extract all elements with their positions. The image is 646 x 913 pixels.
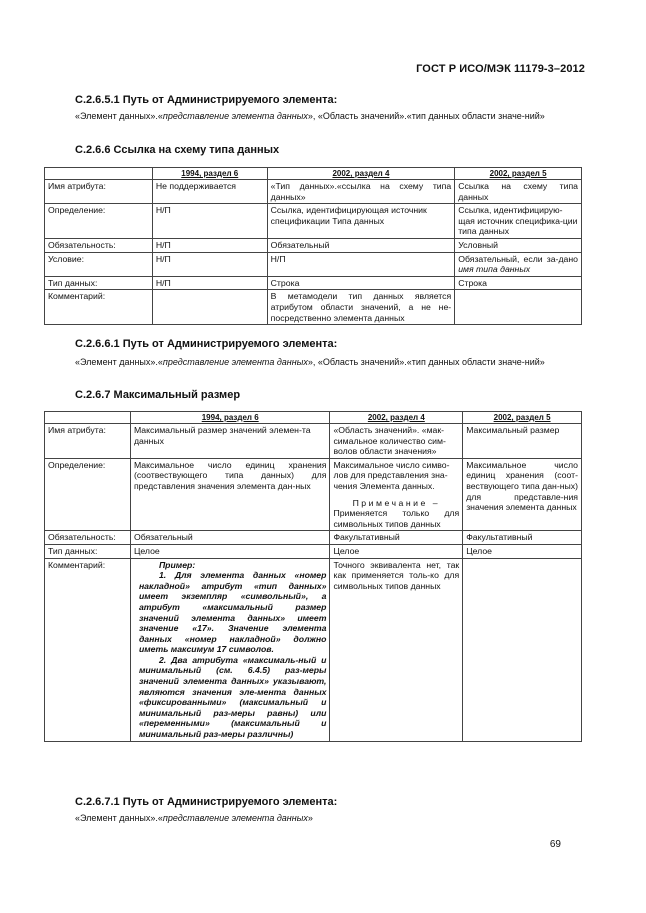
row-label: Определение: bbox=[45, 204, 153, 239]
table-cell: Ссылка, идентифицирую-щая источник специфика-ции типа данных bbox=[455, 204, 582, 239]
note-text: Применяется только для символьных типов данных bbox=[333, 508, 460, 529]
table-row bbox=[45, 424, 582, 459]
table-cell: В метамодели тип данных является атрибутом области значений, а не не-посредственно элемента данных bbox=[267, 290, 455, 325]
table-cell: Целое bbox=[463, 544, 582, 558]
table-cell: Ссылка на схему типа данных bbox=[455, 180, 582, 204]
example-title: Пример: bbox=[158, 559, 196, 570]
path-paragraph-c2671: «Элемент данных».«представление элемента данных» bbox=[75, 813, 313, 823]
column-header: 1994, раздел 6 bbox=[130, 412, 330, 424]
table-cell: Целое bbox=[130, 544, 330, 558]
table-cell: Максимальный размер значений элемен-та данных bbox=[130, 424, 330, 459]
table-cell: Строка bbox=[267, 276, 455, 290]
section-heading-c2671: С.2.6.7.1 Путь от Администрируемого элемента: bbox=[75, 796, 338, 808]
table-cell: Максимальное число единиц хранения (соотвествующего типа данных) для представления значения элемента дан-ных bbox=[130, 458, 330, 531]
table-cell: Факультативный bbox=[330, 531, 463, 545]
table-cell: Максимальное число единиц хранения (соот-вествующего типа дан-ных) для представле-ния значения элемента данных bbox=[463, 458, 582, 531]
table-cell: Условный bbox=[455, 238, 582, 252]
column-header: 2002, раздел 4 bbox=[330, 412, 463, 424]
table-row bbox=[45, 458, 582, 531]
row-label: Определение: bbox=[45, 458, 131, 531]
table-cell: Н/П bbox=[152, 276, 267, 290]
table-cell: Н/П bbox=[267, 252, 455, 276]
example-paragraph: 2. Два атрибута «максималь-ный и минимальный (см. 6.4.5) раз-меры значений элемента данных» указывают, являются значения эле-мента данных «фиксированными» (максимальный и минимальный раз-меры равны) или «переменными» (максимальный и минимальный раз-меры различны) bbox=[138, 654, 327, 740]
table-cell: Обязательный bbox=[267, 238, 455, 252]
document-header: ГОСТ Р ИСО/МЭК 11179-3–2012 bbox=[416, 63, 585, 75]
table-header-row bbox=[45, 168, 582, 180]
table-row bbox=[45, 531, 582, 545]
example-cell bbox=[130, 558, 330, 741]
column-header: 1994, раздел 6 bbox=[152, 168, 267, 180]
column-header: 2002, раздел 4 bbox=[267, 168, 455, 180]
row-label: Обязательность: bbox=[45, 238, 153, 252]
table-row bbox=[45, 180, 582, 204]
table-cell: Н/П bbox=[152, 252, 267, 276]
note-label: Примечание – bbox=[352, 497, 441, 508]
table-row bbox=[45, 238, 582, 252]
table-cell: «Тип данных».«ссылка на схему типа данных» bbox=[267, 180, 455, 204]
table-cell: Н/П bbox=[152, 238, 267, 252]
column-header: 2002, раздел 5 bbox=[455, 168, 582, 180]
row-label: Имя атрибута: bbox=[45, 180, 153, 204]
table-row bbox=[45, 276, 582, 290]
table-cell: Н/П bbox=[152, 204, 267, 239]
table-row bbox=[45, 204, 582, 239]
table-cell bbox=[455, 290, 582, 325]
table-row bbox=[45, 252, 582, 276]
path-paragraph-c2661: «Элемент данных».«представление элемента данных», «Область значений».«тип данных области значе-ний» bbox=[75, 357, 545, 367]
table-cell: Максимальный размер bbox=[463, 424, 582, 459]
table-cell: Обязательный bbox=[130, 531, 330, 545]
table-cell: Точного эквивалента нет, так как применяется толь-ко для символьных типов данных bbox=[330, 558, 463, 741]
table-cell: Целое bbox=[330, 544, 463, 558]
data-type-scheme-table bbox=[44, 167, 582, 325]
max-size-table bbox=[44, 411, 582, 742]
table-row bbox=[45, 290, 582, 325]
column-header bbox=[45, 412, 131, 424]
page-number: 69 bbox=[549, 839, 561, 850]
table-cell bbox=[330, 458, 463, 531]
row-label: Обязательность: bbox=[45, 531, 131, 545]
table-cell: Обязательный, если за-дано имя типа данных bbox=[455, 252, 582, 276]
row-label: Имя атрибута: bbox=[45, 424, 131, 459]
table-row bbox=[45, 544, 582, 558]
table-cell: Не поддерживается bbox=[152, 180, 267, 204]
table-cell: Строка bbox=[455, 276, 582, 290]
section-heading-c2651: С.2.6.5.1 Путь от Администрируемого элемента: bbox=[75, 94, 338, 106]
section-heading-c267: С.2.6.7 Максимальный размер bbox=[75, 389, 241, 401]
table-cell: Факультативный bbox=[463, 531, 582, 545]
example-paragraph: 1. Для элемента данных «номер накладной» атрибут «тип данных» имеет экземпляр «символьный», а атрибут «максимальный размер значений элемента данных» имеет значение «17». Значение элемента данных «номер накладной» должно иметь максимум 17 символов. bbox=[138, 570, 327, 655]
table-cell bbox=[463, 558, 582, 741]
row-label: Условие: bbox=[45, 252, 153, 276]
definition-text: Максимальное число симво-лов для представления зна-чения Элемента данных. bbox=[333, 459, 450, 491]
row-label: Комментарий: bbox=[45, 558, 131, 741]
table-cell bbox=[152, 290, 267, 325]
table-header-row bbox=[45, 412, 582, 424]
column-header bbox=[45, 168, 153, 180]
section-heading-c266: С.2.6.6 Ссылка на схему типа данных bbox=[75, 144, 280, 156]
section-heading-c2661: С.2.6.6.1 Путь от Администрируемого элемента: bbox=[75, 338, 338, 350]
path-paragraph-c2651: «Элемент данных».«представление элемента данных», «Область значений».«тип данных области значе-ний» bbox=[75, 111, 545, 121]
table-row bbox=[45, 558, 582, 741]
table-cell: «Область значений». «мак-симальное количество сим-волов области значения» bbox=[330, 424, 463, 459]
column-header: 2002, раздел 5 bbox=[463, 412, 582, 424]
table-cell: Ссылка, идентифицирующая источник спецификации Типа данных bbox=[267, 204, 455, 239]
row-label: Тип данных: bbox=[45, 276, 153, 290]
row-label: Комментарий: bbox=[45, 290, 153, 325]
row-label: Тип данных: bbox=[45, 544, 131, 558]
